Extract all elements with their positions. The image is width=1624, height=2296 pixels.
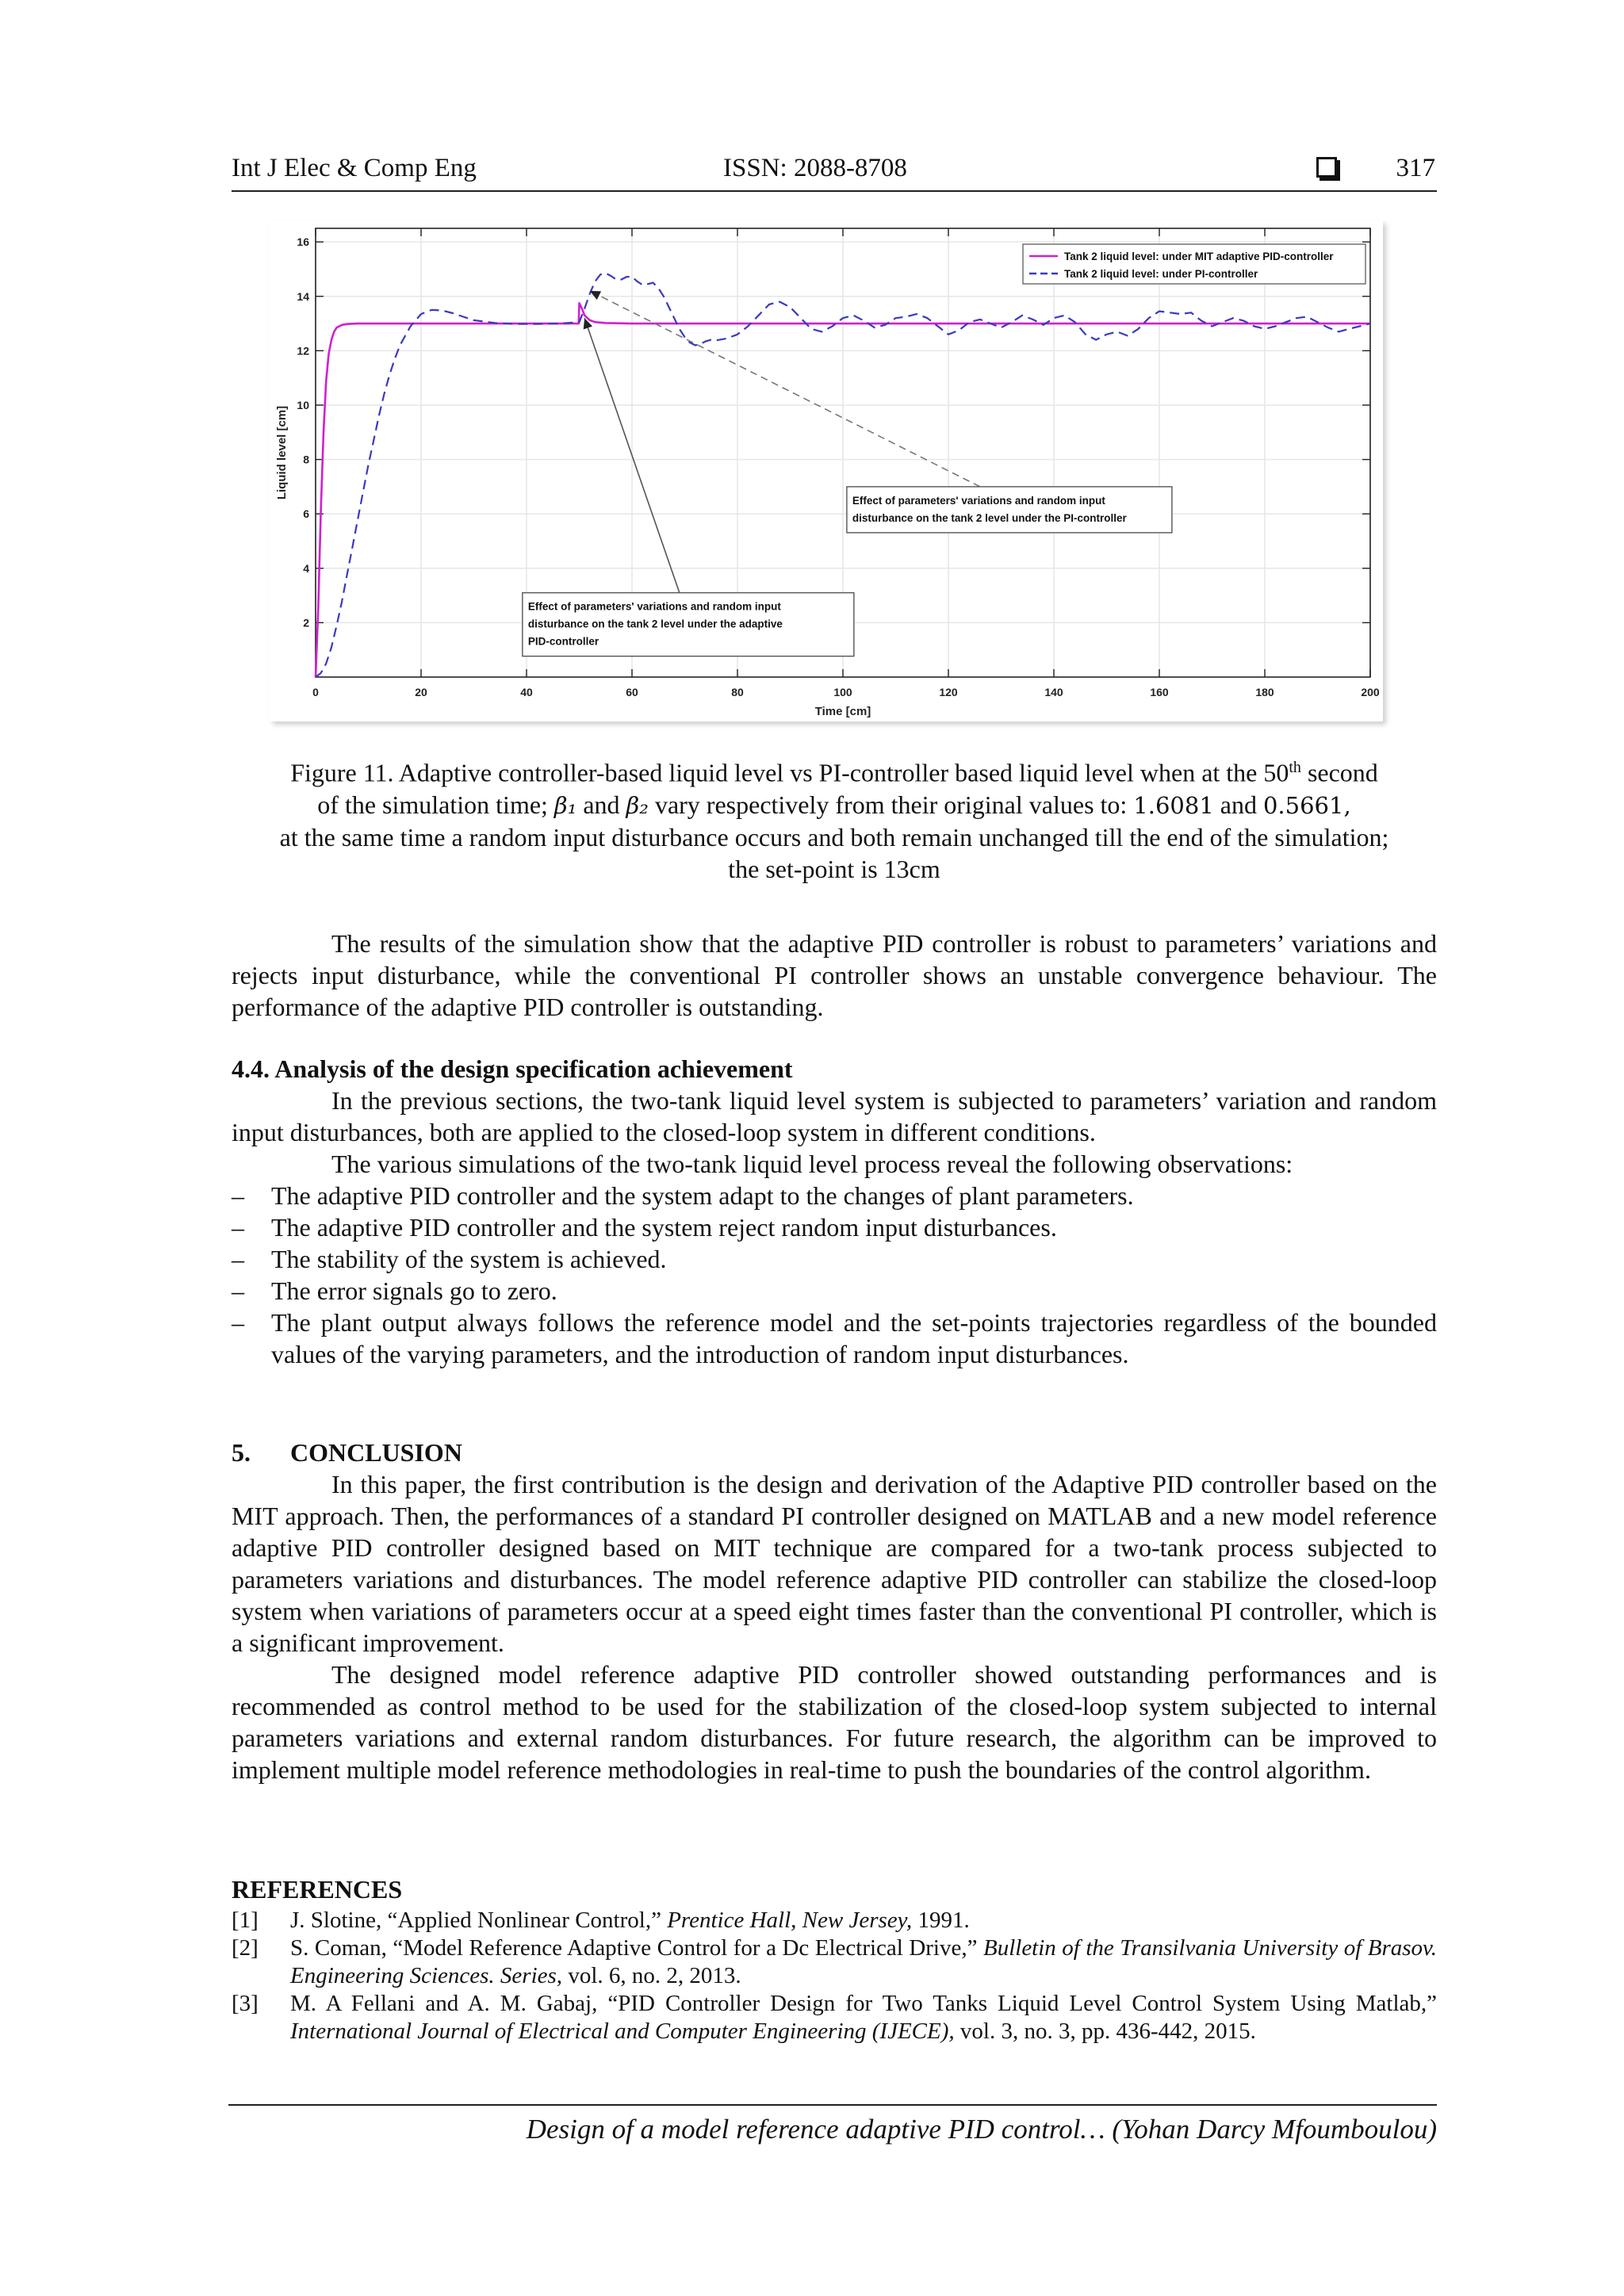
- reference-venue: International Journal of Electrical and Computer Engineering (IJECE),: [290, 2019, 955, 2044]
- reference-text: J. Slotine, “Applied Nonlinear Control,”: [290, 1908, 668, 1933]
- y-tick-label: 14: [297, 289, 309, 303]
- y-tick-label: 6: [303, 507, 309, 521]
- dash-marker: –: [232, 1181, 244, 1210]
- list-item-text: The plant output always follows the reference model and the set-points trajectories regardless of the bounded values of the varying parameters, and the introduction of random input disturbances.: [271, 1308, 1437, 1368]
- section-5-heading: [232, 1437, 1437, 1468]
- reference-text: vol. 6, no. 2, 2013.: [562, 1963, 741, 1988]
- annotation-text: Effect of parameters' variations and random input: [852, 494, 1105, 507]
- reference-item: [232, 1934, 1437, 1990]
- reference-text: vol. 3, no. 3, pp. 436-442, 2015.: [954, 2019, 1256, 2044]
- list-item: [232, 1211, 1437, 1243]
- reference-text: S. Coman, “Model Reference Adaptive Control for a Dc Electrical Drive,”: [290, 1935, 983, 1961]
- section-4-4-paragraph-1: In the previous sections, the two-tank liquid level system is subjected to parameters’ variation and random input disturbances, both are applied to the closed-loop system in different conditions.: [232, 1086, 1437, 1146]
- caption-line-2: [232, 789, 1437, 821]
- caption-value-2: 0.5661: [1262, 791, 1344, 819]
- results-block: [232, 928, 1437, 1023]
- caption-text: vary respectively from their original values to:: [648, 790, 1134, 819]
- caption-beta-1: β₁: [553, 791, 577, 819]
- dash-marker: –: [232, 1308, 244, 1337]
- reference-text: M. A Fellani and A. M. Gabaj, “PID Controller Design for Two Tanks Liquid Level Control System Using Matlab,”: [290, 1991, 1437, 2016]
- y-tick-label: 10: [297, 398, 309, 411]
- page-footer: [228, 2104, 1437, 2145]
- legend-entry: Tank 2 liquid level: under PI-controller: [1064, 268, 1258, 280]
- list-item: [232, 1307, 1437, 1370]
- x-tick-label: 0: [312, 686, 319, 698]
- x-tick-label: 160: [1150, 686, 1169, 698]
- journal-name: Int J Elec & Comp Eng: [232, 154, 477, 182]
- footer-title: Design of a model reference adaptive PID control… (Yohan Darcy Mfoumboulou): [526, 2114, 1437, 2145]
- caption-superscript: th: [1289, 759, 1301, 776]
- caption-line-3: at the same time a random input disturbance occurs and both remain unchanged till the end of the simulation;: [279, 822, 1389, 851]
- dash-marker: –: [232, 1245, 244, 1273]
- results-paragraph: The results of the simulation show that the adaptive PID controller is robust to parameters’ variations and rejects input disturbance, while the conventional PI controller shows an unstable convergence behaviour. The performance of the adaptive PID controller is outstanding.: [232, 929, 1437, 1021]
- conclusion-paragraph-2: The designed model reference adaptive PID controller showed outstanding performances and is recommended as control method to be used for the stabilization of the closed-loop system subjected to internal parameters variations and external random disturbances. For future research, the algorithm can be improved to implement multiple model reference methodologies in real-time to push the boundaries of the control algorithm.: [232, 1660, 1437, 1784]
- x-tick-label: 80: [731, 686, 744, 698]
- reference-venue: Bulletin of the Transilvania University of Brasov. Engineering Sciences. Series,: [290, 1935, 1437, 1988]
- dash-marker: –: [232, 1213, 244, 1242]
- page-header: [232, 152, 1437, 192]
- reference-text: 1991.: [912, 1908, 970, 1933]
- dash-marker: –: [232, 1276, 244, 1305]
- x-tick-label: 100: [833, 686, 852, 698]
- figure-11: [270, 220, 1383, 721]
- observations-list: [232, 1180, 1437, 1370]
- list-item-text: The stability of the system is achieved.: [271, 1245, 667, 1273]
- y-axis-label: Liquid level [cm]: [275, 405, 289, 500]
- caption-beta-2: β₂: [626, 791, 649, 819]
- reference-item: [232, 1990, 1437, 2045]
- reference-venue: Prentice Hall, New Jersey,: [667, 1908, 913, 1933]
- annotation-box: [847, 487, 1172, 533]
- annotation-text: PID-controller: [527, 635, 599, 648]
- x-tick-label: 20: [415, 686, 427, 698]
- section-4-4-paragraph-2: The various simulations of the two-tank liquid level process reveal the following observations:: [331, 1150, 1293, 1178]
- section-number: 5.: [232, 1438, 251, 1467]
- square-bullet-icon: [1316, 157, 1337, 178]
- y-tick-label: 12: [297, 344, 309, 358]
- annotation-text: disturbance on the tank 2 level under the adaptive: [527, 618, 783, 630]
- y-tick-label: 2: [303, 616, 309, 629]
- reference-number: [3]: [232, 1991, 259, 2016]
- figure-caption: [232, 752, 1437, 885]
- references: [232, 1876, 1437, 2045]
- legend-entry: Tank 2 liquid level: under MIT adaptive PID-controller: [1064, 251, 1334, 262]
- caption-line-1: [232, 752, 1437, 789]
- list-item: [232, 1180, 1437, 1211]
- section-4-4: [232, 1053, 1437, 1370]
- line-chart: [270, 220, 1383, 721]
- x-axis-label: Time [cm]: [814, 705, 871, 718]
- caption-text: second: [1300, 758, 1378, 787]
- caption-text: and: [576, 790, 626, 819]
- section-title: CONCLUSION: [290, 1438, 462, 1467]
- caption-value-1: 1.6081: [1133, 791, 1214, 819]
- x-tick-label: 140: [1044, 686, 1063, 698]
- references-heading: REFERENCES: [232, 1875, 403, 1904]
- caption-text: Figure 11. Adaptive controller-based liquid level vs PI-controller based liquid level when at the 50: [290, 758, 1289, 787]
- caption-line-4: the set-point is 13cm: [728, 854, 940, 883]
- reference-number: [1]: [232, 1908, 259, 1933]
- x-tick-label: 40: [520, 686, 533, 698]
- y-tick-label: 8: [303, 453, 309, 466]
- y-tick-label: 4: [303, 561, 309, 575]
- y-tick-label: 16: [297, 235, 309, 249]
- reference-number: [2]: [232, 1935, 259, 1961]
- annotation-text: disturbance on the tank 2 level under the PI-controller: [852, 511, 1127, 524]
- list-item: [232, 1275, 1437, 1307]
- reference-item: [232, 1907, 1437, 1934]
- issn: ISSN: 2088-8708: [723, 154, 907, 182]
- x-tick-label: 200: [1361, 686, 1380, 698]
- list-item-text: The adaptive PID controller and the system adapt to the changes of plant parameters.: [271, 1181, 1134, 1210]
- list-item: [232, 1243, 1437, 1275]
- section-4-4-heading: 4.4. Analysis of the design specification achievement: [232, 1054, 793, 1083]
- caption-text: of the simulation time;: [317, 790, 554, 819]
- x-tick-label: 120: [939, 686, 958, 698]
- caption-text: and: [1213, 790, 1263, 819]
- section-5: [232, 1437, 1437, 1785]
- list-item-text: The adaptive PID controller and the system reject random input disturbances.: [271, 1213, 1057, 1242]
- x-tick-label: 60: [626, 686, 638, 698]
- caption-text: ,: [1343, 791, 1351, 819]
- page-number: 317: [1396, 154, 1435, 182]
- list-item-text: The error signals go to zero.: [271, 1276, 557, 1305]
- x-tick-label: 180: [1255, 686, 1274, 698]
- conclusion-paragraph-1: In this paper, the first contribution is the design and derivation of the Adaptive PID controller based on the MIT approach. Then, the performances of a standard PI controller designed on MATLAB and a new model reference adaptive PID controller designed based on MIT technique are compared for a two-tank process subjected to parameters variations and disturbances. The model reference adaptive PID controller can stabilize the closed-loop system when variations of parameters occur at a speed eight times faster than the conventional PI controller, which is a significant improvement.: [232, 1470, 1437, 1657]
- annotation-text: Effect of parameters' variations and random input: [527, 600, 781, 613]
